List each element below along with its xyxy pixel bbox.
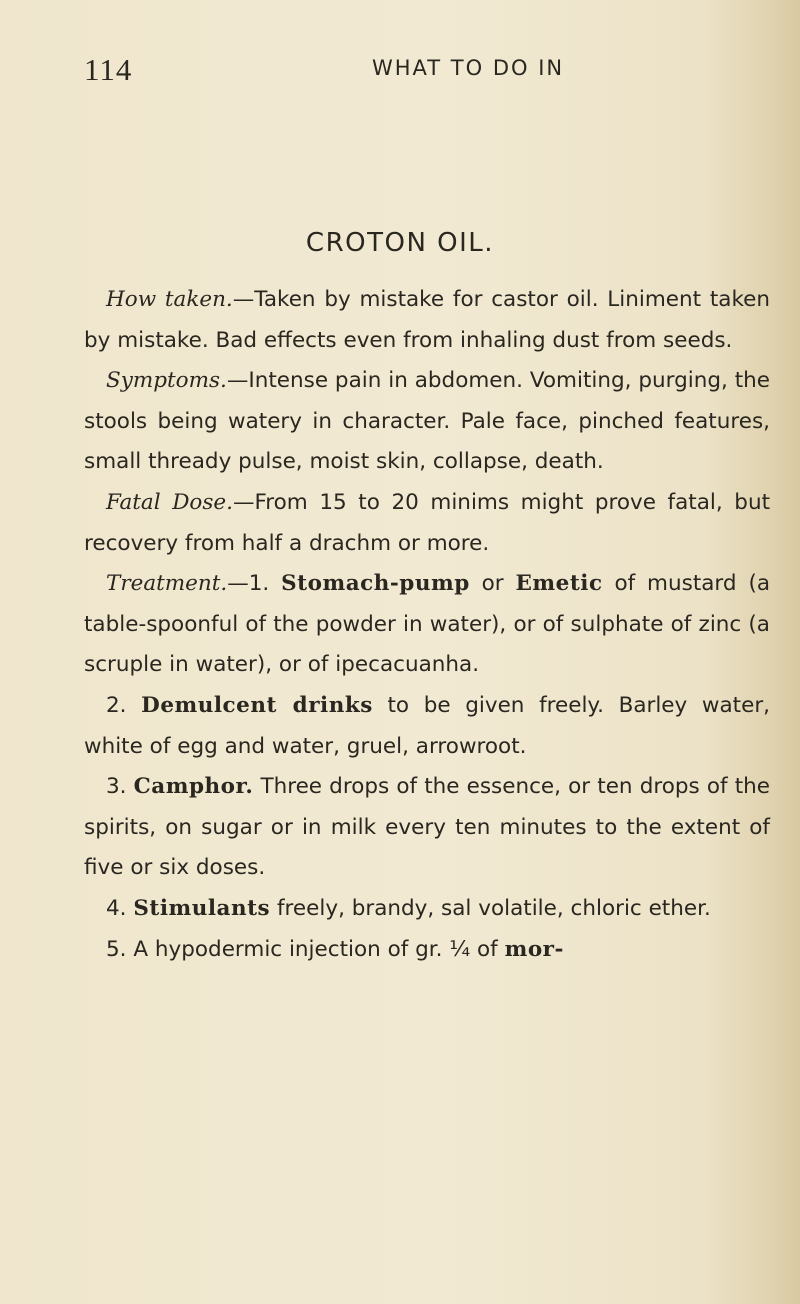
treatment-item4-keyword: Stimulants	[133, 895, 271, 921]
treatment-item3-number: 3.	[106, 774, 127, 800]
treatment-label: Treatment.	[106, 571, 228, 597]
treatment-item2-text: to be given freely. Barley water, white of egg and water, gruel, arrowroot.	[84, 692, 770, 759]
treatment-item3-text: Three drops of the essence, or ten drops of the spirits, on sugar or in milk every ten minutes to the extent of five or six doses.	[84, 774, 770, 881]
treatment-item2-keyword: Demulcent drinks	[141, 692, 373, 718]
paragraph-treatment-1	[84, 564, 770, 686]
page-number: 114	[84, 52, 133, 87]
paragraph-treatment-4	[84, 889, 770, 930]
paragraph-symptoms	[84, 361, 770, 483]
treatment-item1-number: —1.	[227, 571, 270, 597]
treatment-item2-number: 2.	[106, 692, 127, 718]
paragraph-treatment-3	[84, 767, 770, 889]
treatment-item5-keyword: mor-	[504, 936, 564, 962]
treatment-item5-text: A hypodermic injection of gr. ¼ of	[133, 936, 498, 962]
treatment-item4-number: 4.	[106, 895, 127, 921]
fatal-dose-text: —From 15 to 20 minims might prove fatal, but recovery from half a drachm or more.	[84, 489, 771, 556]
running-title: WHAT TO DO IN	[372, 56, 565, 80]
treatment-item1-text: of mustard (a table-spoonful of the powder in water), or of sulphate of zinc (a scruple in water), or of ipecacuanha.	[84, 571, 771, 678]
paragraph-how-taken	[84, 280, 770, 361]
section-title: CROTON OIL.	[305, 228, 495, 258]
paragraph-treatment-5	[84, 930, 770, 971]
treatment-item1-keyword-pump: Stomach-pump	[281, 571, 470, 597]
symptoms-text: —Intense pain in abdomen. Vomiting, purging, the stools being watery in character. Pale face, pinched features, small thready pulse, moist skin, collapse, death.	[84, 368, 770, 475]
paragraph-treatment-2	[84, 686, 770, 767]
running-head	[84, 52, 764, 92]
treatment-item5-number: 5.	[106, 936, 127, 962]
treatment-item1-keyword-emetic: Emetic	[515, 571, 603, 597]
fatal-dose-label: Fatal Dose.	[106, 489, 233, 515]
how-taken-text: —Taken by mistake for castor oil. Liniment taken by mistake. Bad effects even from inhaling dust from seeds.	[84, 287, 770, 353]
how-taken-label: How taken.	[106, 287, 233, 312]
treatment-item3-keyword: Camphor.	[133, 774, 254, 800]
symptoms-label: Symptoms.	[106, 368, 227, 394]
paragraph-fatal-dose	[84, 483, 770, 564]
body-text	[84, 280, 770, 970]
treatment-item4-text: freely, brandy, sal volatile, chloric ether.	[270, 895, 711, 921]
treatment-item1-or: or	[469, 571, 516, 597]
